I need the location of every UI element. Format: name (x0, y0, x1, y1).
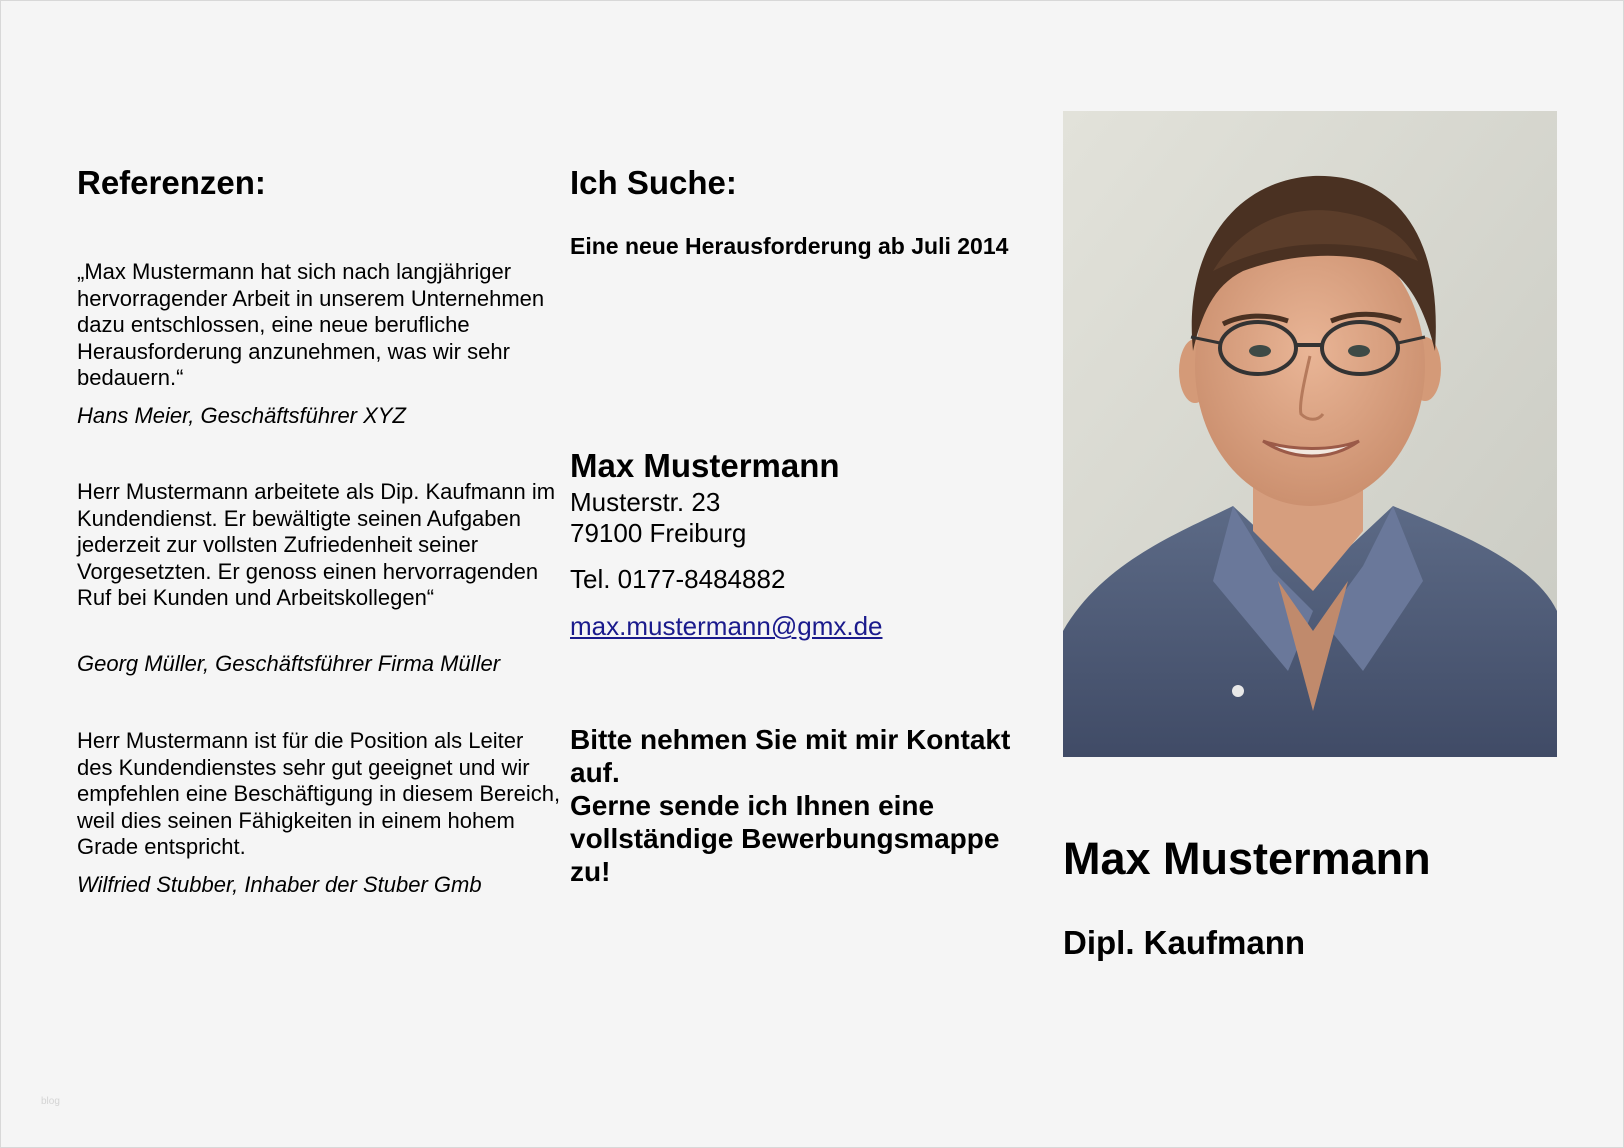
reference-author-3: Wilfried Stubber, Inhaber der Stuber Gmb (77, 872, 482, 897)
profile-title: Dipl. Kaufmann (1063, 924, 1306, 961)
contact-name: Max Mustermann (570, 447, 840, 484)
seeking-heading: Ich Suche: (570, 164, 737, 201)
contact-email-link[interactable]: max.mustermann@gmx.de (570, 611, 883, 641)
profile-photo (1063, 111, 1557, 757)
call-to-action-line-1: Bitte nehmen Sie mit mir Kontakt auf. (570, 724, 1011, 788)
references-heading: Referenzen: (77, 164, 266, 201)
contact-city: 79100 Freiburg (570, 518, 747, 548)
call-to-action-line-2: Gerne sende ich Ihnen eine vollständige Bewerbungsmappe zu! (570, 790, 1000, 887)
contact-street: Musterstr. 23 (570, 487, 721, 517)
reference-author-1: Hans Meier, Geschäftsführer XYZ (77, 403, 406, 428)
reference-quote-2: Herr Mustermann arbeitete als Dip. Kaufmann im Kundendienst. Er bewältigte seinen Aufgaben jederzeit zur vollsten Zufriedenheit seiner Vorgesetzten. Er genoss einen hervorragenden Ruf bei Kunden und Arbeitskollegen“ (77, 479, 556, 610)
watermark-text: blog (41, 1096, 60, 1107)
reference-quote-1: „Max Mustermann hat sich nach langjähriger hervorragender Arbeit in unserem Unternehmen dazu entschlossen, eine neue berufliche Herausforderung anzunehmen, was wir sehr bedauern.“ (77, 259, 545, 390)
profile-name: Max Mustermann (1063, 833, 1431, 884)
seeking-text: Eine neue Herausforderung ab Juli 2014 (570, 233, 1009, 259)
contact-phone: Tel. 0177-8484882 (570, 564, 786, 594)
reference-quote-3: Herr Mustermann ist für die Position als Leiter des Kundendienstes sehr gut geeignet und wir empfehlen eine Beschäftigung in diesem Bereich, weil dies seinen Fähigkeiten in einem hohem Grade entspricht. (77, 728, 561, 859)
reference-author-2: Georg Müller, Geschäftsführer Firma Müller (77, 651, 501, 676)
